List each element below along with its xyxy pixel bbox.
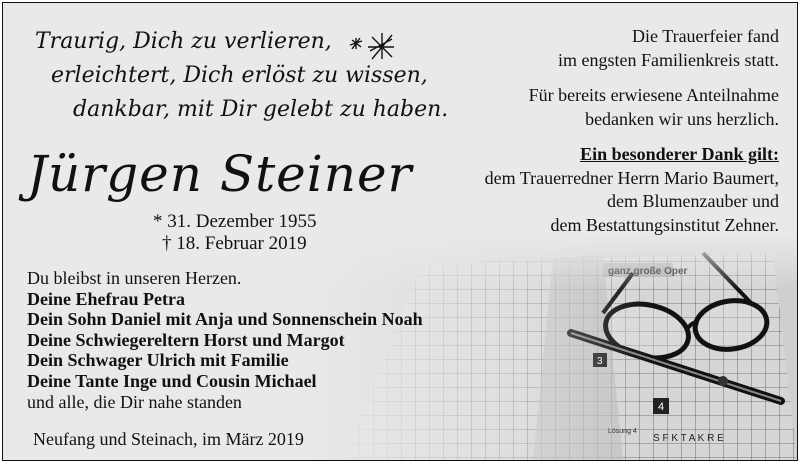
obituary-notice — [2, 2, 798, 461]
thanks-line: bedanken wir uns herzlich. — [585, 108, 779, 129]
quote-line: erleichtert, Dich erlöst zu wissen, — [51, 63, 428, 88]
family-intro: Du bleibst in unseren Herzen. — [27, 268, 242, 288]
ceremony-line: im engsten Familienkreis statt. — [558, 49, 779, 70]
ceremony-line: Die Trauerfeier fand — [632, 26, 779, 46]
acknowledgement-text — [399, 25, 779, 237]
thanks-line: Für bereits erwiesene Anteilnahme — [528, 85, 779, 105]
family-closing: und alle, die Dir nahe standen — [27, 391, 242, 412]
mourner-line: Dein Sohn Daniel mit Anja und Sonnenschein Noah — [27, 309, 423, 330]
life-dates — [153, 211, 317, 255]
place-and-date: Neufang und Steinach, im März 2019 — [33, 429, 304, 449]
mourner-line: Deine Ehefrau Petra — [27, 288, 185, 309]
memorial-quote — [25, 25, 449, 127]
dandelion-seeds-icon — [348, 29, 396, 63]
mourner-line: Deine Tante Inge und Cousin Michael — [27, 370, 317, 391]
special-thanks-line: dem Bestattungsinstitut Zehner. — [550, 214, 779, 235]
special-thanks-line: dem Blumenzauber und — [607, 191, 779, 211]
death-date: † 18. Februar 2019 — [162, 233, 307, 254]
special-thanks-line: dem Trauerredner Herrn Mario Baumert, — [484, 167, 779, 188]
quote-line: Traurig, Dich zu verlieren, — [35, 29, 332, 54]
mourner-line: Dein Schwager Ulrich mit Familie — [27, 350, 289, 371]
birth-date: * 31. Dezember 1955 — [153, 211, 317, 232]
deceased-name: Jürgen Steiner — [27, 145, 413, 203]
quote-line: dankbar, mit Dir gelebt zu haben. — [73, 97, 449, 122]
mourners-list — [27, 268, 423, 412]
special-thanks-heading: Ein besonderer Dank gilt: — [580, 144, 779, 164]
mourner-line: Deine Schwiegereltern Horst und Margot — [27, 329, 345, 350]
